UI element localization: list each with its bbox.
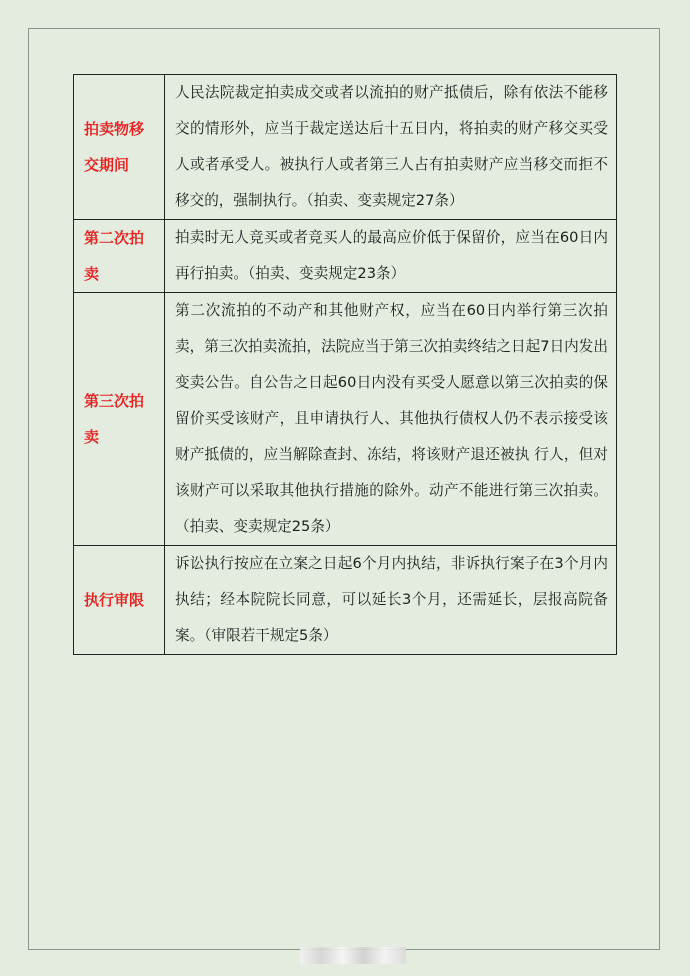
- row-content: 诉讼执行按应在立案之日起6个月内执结，非诉执行案子在3个月内执结；经本院院长同意，可以延长3个月，还需延长，层报高院备案。（审限若干规定5条）: [165, 546, 617, 655]
- row-content: 人民法院裁定拍卖成交或者以流拍的财产抵债后，除有依法不能移交的情形外，应当于裁定送达后十五日内，将拍卖的财产移交买受人或者承受人。被执行人或者第三人占有拍卖财产应当移交而拒不移交的，强制执行。（拍卖、变卖规定27条）: [165, 75, 617, 220]
- row-heading: 第三次拍卖: [74, 293, 165, 546]
- row-content: 第二次流拍的不动产和其他财产权，应当在60日内举行第三次拍卖，第三次拍卖流拍，法院应当于第三次拍卖终结之日起7日内发出变卖公告。自公告之日起60日内没有买受人愿意以第三次拍卖的保留价买受该财产，且申请执行人、其他执行债权人仍不表示接受该财产抵债的，应当解除查封、冻结，将该财产退还被执 行人，但对该财产可以采取其他执行措施的除外。动产不能进行第三次拍卖。（拍卖、变卖规定25条）: [165, 293, 617, 546]
- row-heading: 执行审限: [74, 546, 165, 655]
- row-heading: 第二次拍卖: [74, 220, 165, 293]
- table-row: [74, 546, 617, 655]
- table-row: [74, 220, 617, 293]
- table-row: [74, 293, 617, 546]
- rules-table: [73, 74, 617, 655]
- row-content: 拍卖时无人竞买或者竞买人的最高应价低于保留价，应当在60日内再行拍卖。（拍卖、变卖规定23条）: [165, 220, 617, 293]
- watermark-bar: [300, 947, 406, 964]
- table-row: [74, 75, 617, 220]
- row-heading: 拍卖物移交期间: [74, 75, 165, 220]
